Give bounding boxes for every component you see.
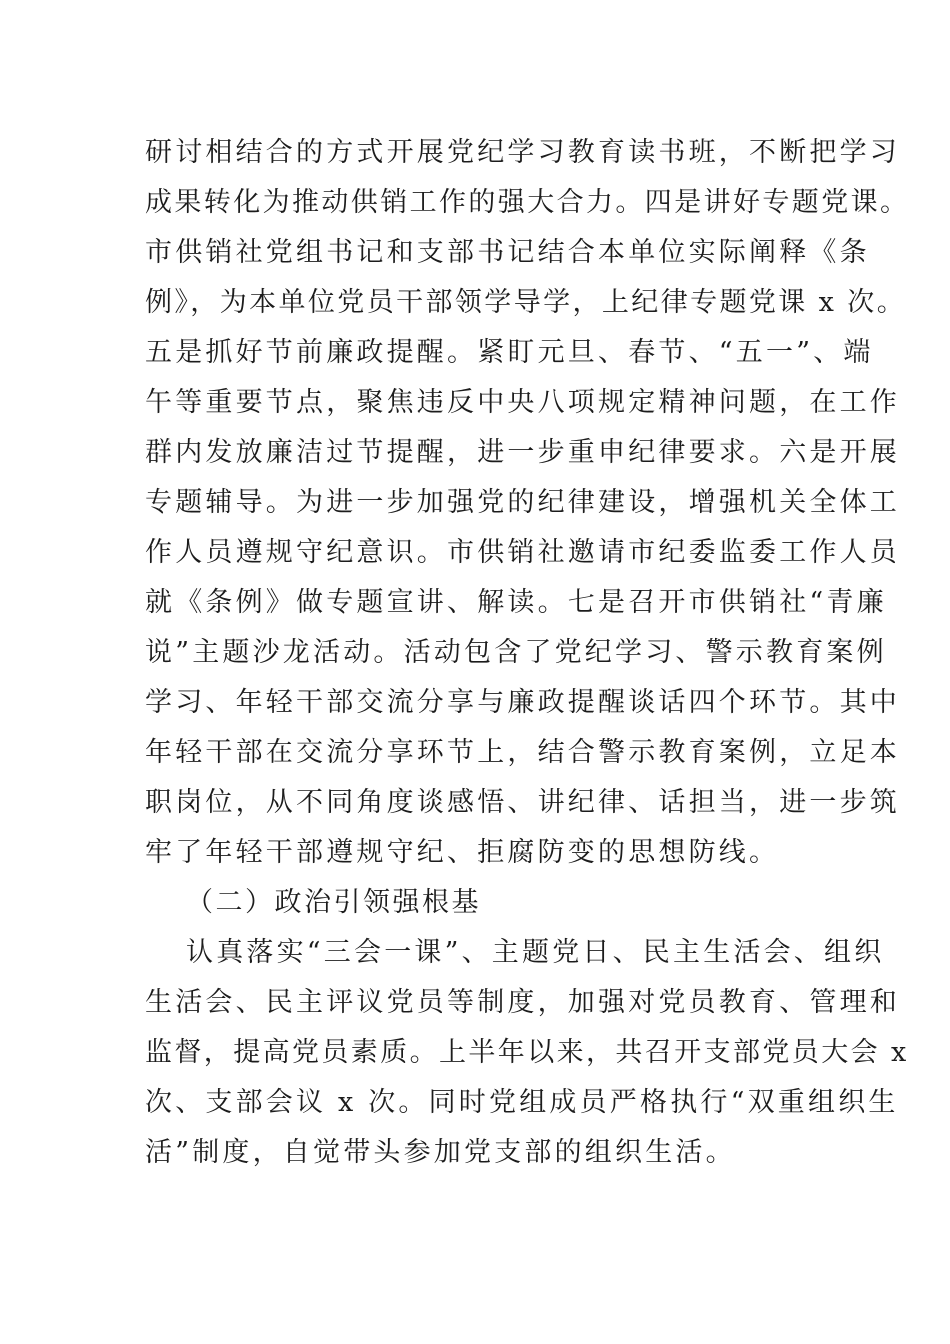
body-text-line: 监督，提高党员素质。上半年以来，共召开支部党员大会 x bbox=[145, 1037, 909, 1068]
body-text-line: 午等重要节点，聚焦违反中央八项规定精神问题，在工作 bbox=[145, 387, 900, 418]
body-text-line: 次、支部会议 x 次。同时党组成员严格执行“双重组织生 bbox=[145, 1087, 899, 1118]
body-text-line: 牢了年轻干部遵规守纪、拒腐防变的思想防线。 bbox=[145, 837, 780, 868]
body-text-line: 市供销社党组书记和支部书记结合本单位实际阐释《条 bbox=[145, 237, 870, 268]
body-text-line: 职岗位，从不同角度谈感悟、讲纪律、话担当，进一步筑 bbox=[145, 787, 900, 818]
body-text-line: 例》，为本单位党员干部领学导学，上纪律专题党课 x 次。 bbox=[145, 287, 907, 318]
section-heading: （二）政治引领强根基 bbox=[186, 887, 481, 918]
body-text-line: 作人员遵规守纪意识。市供销社邀请市纪委监委工作人员 bbox=[145, 537, 900, 568]
body-text-line: 学习、年轻干部交流分享与廉政提醒谈话四个环节。其中 bbox=[145, 687, 900, 718]
body-text-line: 年轻干部在交流分享环节上，结合警示教育案例，立足本 bbox=[145, 737, 900, 768]
body-text-line: 专题辅导。为进一步加强党的纪律建设，增强机关全体工 bbox=[145, 487, 900, 518]
body-text-line: 活”制度，自觉带头参加党支部的组织生活。 bbox=[145, 1137, 736, 1168]
body-text-line: 五是抓好节前廉政提醒。紧盯元旦、春节、“五一”、端 bbox=[145, 337, 874, 368]
body-text-line: 成果转化为推动供销工作的强大合力。四是讲好专题党课。 bbox=[145, 187, 910, 218]
body-text-line: 群内发放廉洁过节提醒，进一步重申纪律要求。六是开展 bbox=[145, 437, 900, 468]
body-text-line: 研讨相结合的方式开展党纪学习教育读书班，不断把学习 bbox=[145, 137, 900, 168]
body-text-line: 说”主题沙龙活动。活动包含了党纪学习、警示教育案例 bbox=[145, 637, 887, 668]
body-text-line: 就《条例》做专题宣讲、解读。七是召开市供销社“青廉 bbox=[145, 587, 887, 618]
body-text-line: 认真落实“三会一课”、主题党日、民主生活会、组织 bbox=[186, 937, 885, 968]
body-text-line: 生活会、民主评议党员等制度，加强对党员教育、管理和 bbox=[145, 987, 900, 1018]
